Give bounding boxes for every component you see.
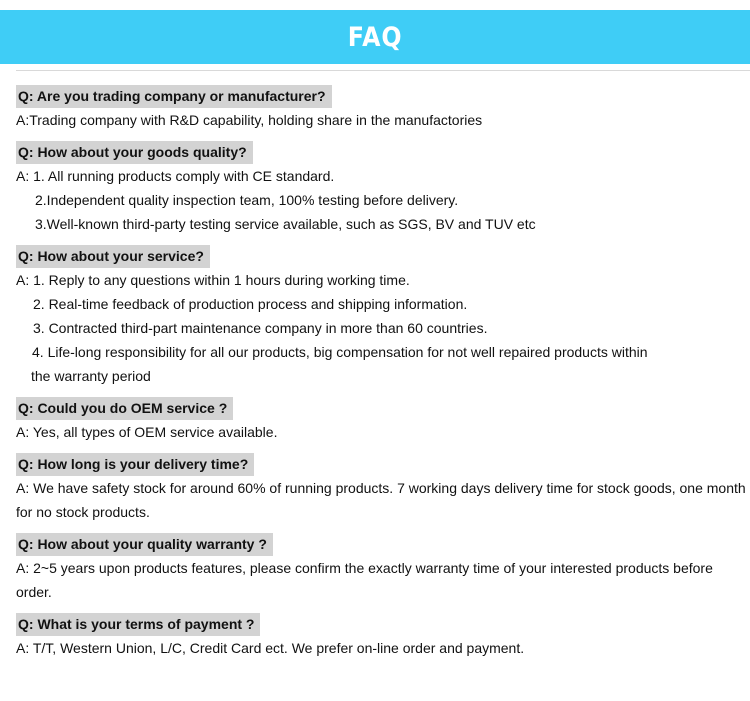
answer-line: 3.Well-known third-party testing service available, such as SGS, BV and TUV etc	[35, 216, 536, 232]
faq-item-trading	[16, 85, 750, 132]
question: Q: Could you do OEM service ?	[16, 397, 233, 420]
question: Q: How about your goods quality?	[16, 141, 253, 164]
faq-item-service	[16, 245, 750, 388]
answer-line: A: We have safety stock for around 60% of running products. 7 working days delivery time for stock goods, one month	[16, 480, 746, 496]
divider	[16, 70, 750, 71]
faq-item-quality	[16, 141, 750, 236]
faq-item-oem	[16, 397, 750, 444]
faq-banner	[0, 10, 750, 64]
answer-line: for no stock products.	[16, 504, 150, 520]
question: Q: Are you trading company or manufacturer?	[16, 85, 332, 108]
question: Q: How long is your delivery time?	[16, 453, 254, 476]
answer-line: 2. Real-time feedback of production process and shipping information.	[33, 296, 468, 312]
answer-line: the warranty period	[31, 368, 151, 384]
question: Q: What is your terms of payment ?	[16, 613, 260, 636]
answer-line: A: T/T, Western Union, L/C, Credit Card ect. We prefer on-line order and payment.	[16, 640, 525, 656]
answer-line: A:Trading company with R&D capability, holding share in the manufactories	[16, 112, 483, 128]
answer-line: 4. Life-long responsibility for all our products, big compensation for not well repaired products within	[32, 344, 648, 360]
answer-line: A: 2~5 years upon products features, please confirm the exactly warranty time of your interested products before	[16, 560, 713, 576]
faq-list	[16, 85, 750, 660]
answer-line: 3. Contracted third-part maintenance company in more than 60 countries.	[33, 320, 488, 336]
question: Q: How about your quality warranty ?	[16, 533, 273, 556]
faq-item-payment	[16, 613, 750, 660]
question: Q: How about your service?	[16, 245, 210, 268]
answer-line: A: Yes, all types of OEM service available.	[16, 424, 278, 440]
answer-line: order.	[16, 584, 52, 600]
answer-line: A: 1. Reply to any questions within 1 hours during working time.	[16, 272, 410, 288]
faq-item-warranty	[16, 533, 750, 604]
answer-line: A: 1. All running products comply with CE standard.	[16, 168, 335, 184]
faq-item-delivery	[16, 453, 750, 524]
answer-line: 2.Independent quality inspection team, 100% testing before delivery.	[35, 192, 459, 208]
page-title: FAQ	[347, 21, 403, 53]
